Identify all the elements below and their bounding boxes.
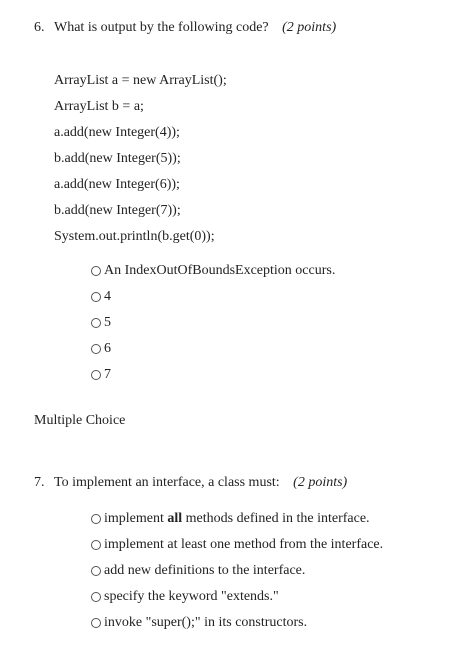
code-line: a.add(new Integer(6)); (54, 177, 180, 192)
answer-option-label: specify the keyword "extends." (104, 589, 279, 604)
code-line: b.add(new Integer(5)); (54, 151, 181, 166)
radio-button[interactable] (91, 592, 101, 602)
radio-button[interactable] (91, 318, 101, 328)
code-line: ArrayList b = a; (54, 99, 144, 114)
question-points: (2 points) (293, 475, 348, 490)
answer-option-label: 6 (104, 341, 111, 356)
code-line: a.add(new Integer(4)); (54, 125, 180, 140)
code-line: System.out.println(b.get(0)); (54, 229, 215, 244)
radio-button[interactable] (91, 618, 101, 628)
answer-option[interactable] (91, 263, 335, 279)
question-7-header (34, 475, 347, 491)
answer-option-label: 7 (104, 367, 111, 382)
question-number: 7. (34, 475, 45, 490)
answer-option-label: An IndexOutOfBoundsException occurs. (104, 263, 336, 278)
question-text: What is output by the following code? (54, 20, 269, 35)
answer-option[interactable] (91, 341, 111, 357)
question-number: 6. (34, 20, 45, 35)
answer-option-label: invoke "super();" in its constructors. (104, 615, 308, 630)
answer-option[interactable] (91, 315, 111, 331)
radio-button[interactable] (91, 540, 101, 550)
answer-option-label: implement all methods defined in the interface. (104, 511, 370, 526)
answer-option[interactable] (91, 615, 307, 631)
answer-option[interactable] (91, 511, 370, 527)
radio-button[interactable] (91, 514, 101, 524)
question-6-header (34, 20, 336, 36)
answer-option-label: add new definitions to the interface. (104, 563, 306, 578)
answer-option-label: 4 (104, 289, 111, 304)
question-points: (2 points) (282, 20, 337, 35)
radio-button[interactable] (91, 566, 101, 576)
radio-button[interactable] (91, 344, 101, 354)
section-label: Multiple Choice (34, 413, 126, 428)
answer-option[interactable] (91, 289, 111, 305)
answer-option-label: implement at least one method from the interface. (104, 537, 384, 552)
answer-option-label: 5 (104, 315, 111, 330)
code-line: ArrayList a = new ArrayList(); (54, 73, 227, 88)
answer-option[interactable] (91, 367, 111, 383)
answer-option[interactable] (91, 563, 305, 579)
question-text: To implement an interface, a class must: (54, 475, 280, 490)
radio-button[interactable] (91, 292, 101, 302)
answer-option[interactable] (91, 589, 279, 605)
answer-option[interactable] (91, 537, 383, 553)
code-line: b.add(new Integer(7)); (54, 203, 181, 218)
radio-button[interactable] (91, 370, 101, 380)
radio-button[interactable] (91, 266, 101, 276)
